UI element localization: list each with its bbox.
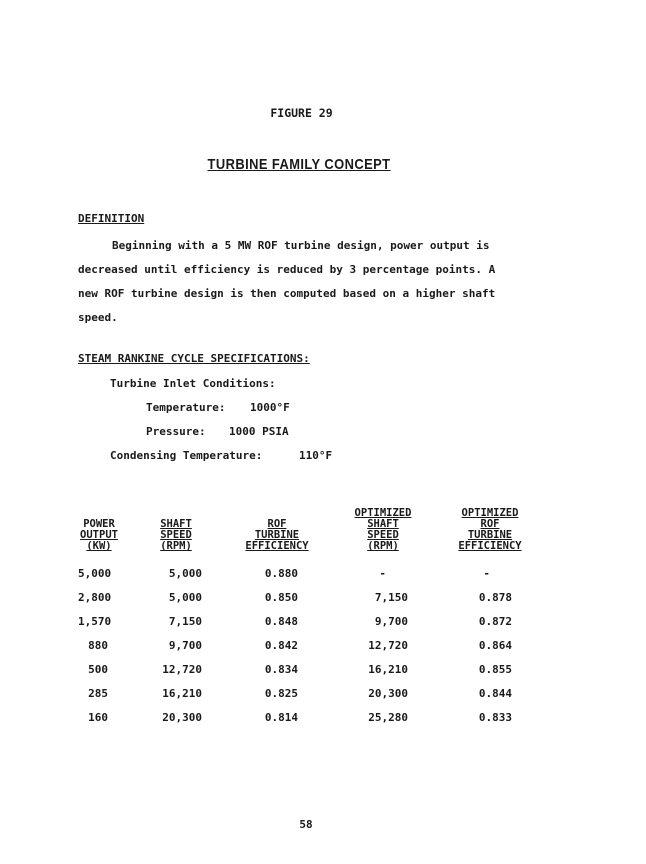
optimized-speed-cell: 9,700 [374, 615, 408, 628]
shaft-speed-cell: 7,150 [168, 615, 202, 628]
column-header-optimized-rof-efficiency [454, 508, 526, 552]
efficiency-cell: 0.850 [264, 591, 298, 604]
table-row [78, 663, 548, 677]
page-title: TURBINE FAMILY CONCEPT [207, 156, 391, 173]
header-line: POWER [83, 518, 115, 530]
header-line: OPTIMIZED [354, 507, 412, 519]
optimized-speed-cell: - [379, 567, 386, 580]
column-header-optimized-shaft-speed [350, 508, 416, 552]
optimized-efficiency-cell: 0.864 [478, 639, 512, 652]
optimized-speed-cell: 25,280 [368, 711, 408, 724]
header-line: OPTIMIZED [461, 507, 519, 519]
shaft-speed-cell: 5,000 [168, 591, 202, 604]
table-row [78, 591, 548, 605]
page-number: 58 [299, 818, 313, 831]
header-line: SHAFT [367, 518, 399, 530]
header-line: (RPM) [160, 540, 192, 552]
optimized-efficiency-cell: - [483, 567, 490, 580]
optimized-speed-cell: 16,210 [368, 663, 408, 676]
pressure-value: 1000 PSIA [229, 425, 289, 438]
header-line: (KW) [86, 540, 112, 552]
optimized-speed-cell: 20,300 [368, 687, 408, 700]
optimized-efficiency-cell: 0.844 [478, 687, 512, 700]
steam-specs-heading: STEAM RANKINE CYCLE SPECIFICATIONS: [78, 352, 310, 365]
optimized-efficiency-cell: 0.855 [478, 663, 512, 676]
figure-label: FIGURE 29 [270, 106, 333, 120]
inlet-conditions-label: Turbine Inlet Conditions: [110, 377, 276, 390]
power-output-cell: 880 [88, 639, 108, 652]
definition-heading: DEFINITION [78, 212, 145, 225]
table-row [78, 687, 548, 701]
power-output-cell: 160 [88, 711, 108, 724]
efficiency-cell: 0.880 [264, 567, 298, 580]
efficiency-cell: 0.814 [264, 711, 298, 724]
shaft-speed-cell: 12,720 [162, 663, 202, 676]
definition-line: speed. [78, 311, 118, 324]
header-line: SPEED [367, 529, 399, 541]
column-header-rof-efficiency [242, 519, 312, 552]
power-output-cell: 1,570 [78, 615, 112, 628]
table-row [78, 615, 548, 629]
power-output-cell: 285 [88, 687, 108, 700]
column-header-power-output [78, 519, 120, 552]
efficiency-cell: 0.834 [264, 663, 298, 676]
efficiency-cell: 0.842 [264, 639, 298, 652]
header-line: SPEED [160, 529, 192, 541]
power-output-cell: 500 [88, 663, 108, 676]
shaft-speed-cell: 9,700 [168, 639, 202, 652]
definition-line: new ROF turbine design is then computed based on a higher shaft [78, 287, 496, 300]
shaft-speed-cell: 5,000 [168, 567, 202, 580]
definition-line: decreased until efficiency is reduced by 3 percentage points. A [78, 263, 496, 276]
column-header-shaft-speed [158, 519, 194, 552]
header-line: OUTPUT [80, 529, 118, 541]
power-output-cell: 5,000 [78, 567, 112, 580]
header-line: (RPM) [367, 540, 399, 552]
header-line: SHAFT [160, 518, 192, 530]
table-row [78, 711, 548, 725]
definition-line: Beginning with a 5 MW ROF turbine design, power output is [112, 239, 490, 252]
shaft-speed-cell: 20,300 [162, 711, 202, 724]
shaft-speed-cell: 16,210 [162, 687, 202, 700]
definition-paragraph [78, 234, 538, 330]
header-line: TURBINE [254, 529, 300, 541]
header-line: TURBINE [467, 529, 513, 541]
condensing-temp-label: Condensing Temperature: [110, 449, 263, 462]
header-line: ROF [267, 518, 287, 530]
optimized-efficiency-cell: 0.833 [478, 711, 512, 724]
power-output-cell: 2,800 [78, 591, 112, 604]
header-line: EFFICIENCY [245, 540, 309, 552]
optimized-speed-cell: 12,720 [368, 639, 408, 652]
table-row [78, 567, 548, 581]
optimized-speed-cell: 7,150 [374, 591, 408, 604]
optimized-efficiency-cell: 0.878 [478, 591, 512, 604]
header-line: ROF [480, 518, 500, 530]
optimized-efficiency-cell: 0.872 [478, 615, 512, 628]
condensing-temp-value: 110°F [299, 449, 333, 462]
header-line: EFFICIENCY [458, 540, 522, 552]
table-row [78, 639, 548, 653]
efficiency-cell: 0.848 [264, 615, 298, 628]
temperature-label: Temperature: [146, 401, 226, 414]
pressure-label: Pressure: [146, 425, 206, 438]
efficiency-cell: 0.825 [264, 687, 298, 700]
temperature-value: 1000°F [250, 401, 290, 414]
